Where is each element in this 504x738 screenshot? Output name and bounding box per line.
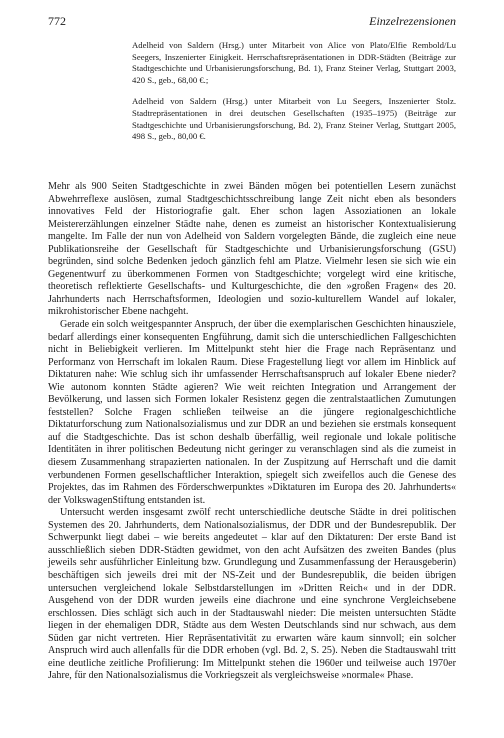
reviewed-books	[132, 40, 456, 153]
running-header	[48, 14, 456, 30]
running-title: Einzelrezensionen	[369, 14, 456, 28]
paragraph-3: Untersucht werden insgesamt zwölf recht unterschiedliche deutsche Städte in drei politischen Systemen des 20. Jahrhunderts, dem Nationalsozialismus, der DDR und der Bundesrepublik. Der Schwerpunkt liegt dabei – wie bereits angedeutet – klar auf den Diktaturen: Der erste Band ist ausschließlich sieben DDR-Städten gewidmet, von den acht Aufsätzen des zweiten Bandes (plus jeweils sehr ausführlicher Einleitung bzw. Grundlegung und Zusammenfassung der Herausgeberin) beschäftigen sich jeweils drei mit der NS-Zeit und der Bundesrepublik, die beiden übrigen untersuchen vergleichend lokale Selbstdarstellungen im »Dritten Reich« und in der DDR. Ausgehend von der DDR wurden jeweils eine diachrone und eine synchrone Vergleichsebene erschlossen. Dies schlägt sich auch in der Stadtauswahl nieder: Die meisten untersuchten Städte liegen in der ehemaligen DDR, Städte aus dem Westen Deutschlands sind nur schwach, aus dem Süden gar nicht vertreten. Hier Repräsentativität zu erwarten wäre kaum sinnvoll; ein solcher Anspruch wird auch allenfalls für die DDR erhoben (vgl. Bd. 2, S. 25). Neben die Stadtauswahl tritt eine deutliche zeitliche Profilierung: Im Mittelpunkt stehen die 1960er und teilweise auch 1970er Jahre, für den Nationalsozialismus die Vorkriegszeit als vergleichsweise »normale« Phase.	[48, 507, 456, 682]
paragraph-2: Gerade ein solch weitgespannter Anspruch, der über die exemplarischen Geschichten hinausziele, bedarf allerdings einer konsequenten Engführung, damit sich die unterschiedlichen Fallgeschichten nicht in Beliebigkeit verlieren. Im Mittelpunkt steht hier die Frage nach Repräsentanz und Performanz von Herrschaft im lokalen Raum. Diese Fragestellung liegt vor allem im Hinblick auf Diktaturen nahe: Wie schlug sich ihr umfassender Herrschaftsanspruch auf lokaler Ebene nieder? Wie autonom konnten Städte agieren? Wie weit reichten Integration und Arrangement der Bevölkerung, und lassen sich Formen lokaler Resistenz gegen die zentralstaatlichen Zumutungen feststellen? Solche Fragen schließen teilweise an die jüngere regionalgeschichtliche Diktaturforschung zum Nationalsozialismus und zur DDR an und beziehen sie erstmals konsequent auf die Stadtgeschichte. Das ist schon deshalb überfällig, weil regionale und lokale politische Identitäten in ihrer politischen Bedeutung nicht geringer zu veranschlagen sind als die zumeist in diesem Zusammenhang strapazierten nationalen. In der Zuspitzung auf Herrschaft und die damit verbundenen Formen gesellschaftlicher Interaktion, spiegelt sich zweifellos auch die Genese des Projektes, das im Rahmen des Förderschwerpunktes »Diktaturen im Europa des 20. Jahrhunderts« der VolkswagenStiftung entstanden ist.	[48, 319, 456, 506]
book-reference-1: Adelheid von Saldern (Hrsg.) unter Mitarbeit von Alice von Plato/Elfie Rembold/Lu Seegers, Inszenierter Einigkeit. Herrschaftsrepräsentationen in DDR-Städten (Beiträge zur Stadtgeschichte und Urbanisierungsforschung, Bd. 1), Franz Steiner Verlag, Stuttgart 2003, 420 S., geb., 68,00 €.;	[132, 40, 456, 85]
book-reference-2: Adelheid von Saldern (Hrsg.) unter Mitarbeit von Lu Seegers, Inszenierter Stolz. Stadtrepräsentationen in drei deutschen Gesellschaften (1935–1975) (Beiträge zur Stadtgeschichte und Urbanisierungsforschung, Bd. 2), Franz Steiner Verlag, Stuttgart 2005, 498 S., geb., 80,00 €.	[132, 96, 456, 142]
review-body	[48, 181, 456, 683]
paragraph-1: Mehr als 900 Seiten Stadtgeschichte in zwei Bänden mögen bei potentiellen Lesern zunächst Abwehrreflexe auslösen, zumal Stadtgeschichtsschreibung lange Zeit nicht eben als besonders innovatives Feld der Historiografie galt. Eher schon lagen Assoziationen an lokale Meistererzählungen einzelner Städte nahe, denen es zumeist an historischer Kontextualisierung mangelte. Im Falle der nun von Adelheid von Saldern vorgelegten Bände, die zugleich eine neue Publikationsreihe der Gesellschaft für Stadtgeschichte und Urbanisierungsforschung (GSU) begründen, sind solche Bedenken jedoch gänzlich fehl am Platze. Vielmehr lesen sie sich wie ein Gegenentwurf zu überkommenen Formen von Stadtgeschichte; vorgelegt wird eine kritische, theoretisch reflektierte Gesellschafts- und Kulturgeschichte, die den »großen Fragen« des 20. Jahrhunderts nach Herrschaftsformen, Ideologien und sozio-kulturellem Wandel auf lokaler, mikrohistorischer Ebene nachgeht.	[48, 181, 456, 318]
page-number: 772	[48, 14, 66, 28]
